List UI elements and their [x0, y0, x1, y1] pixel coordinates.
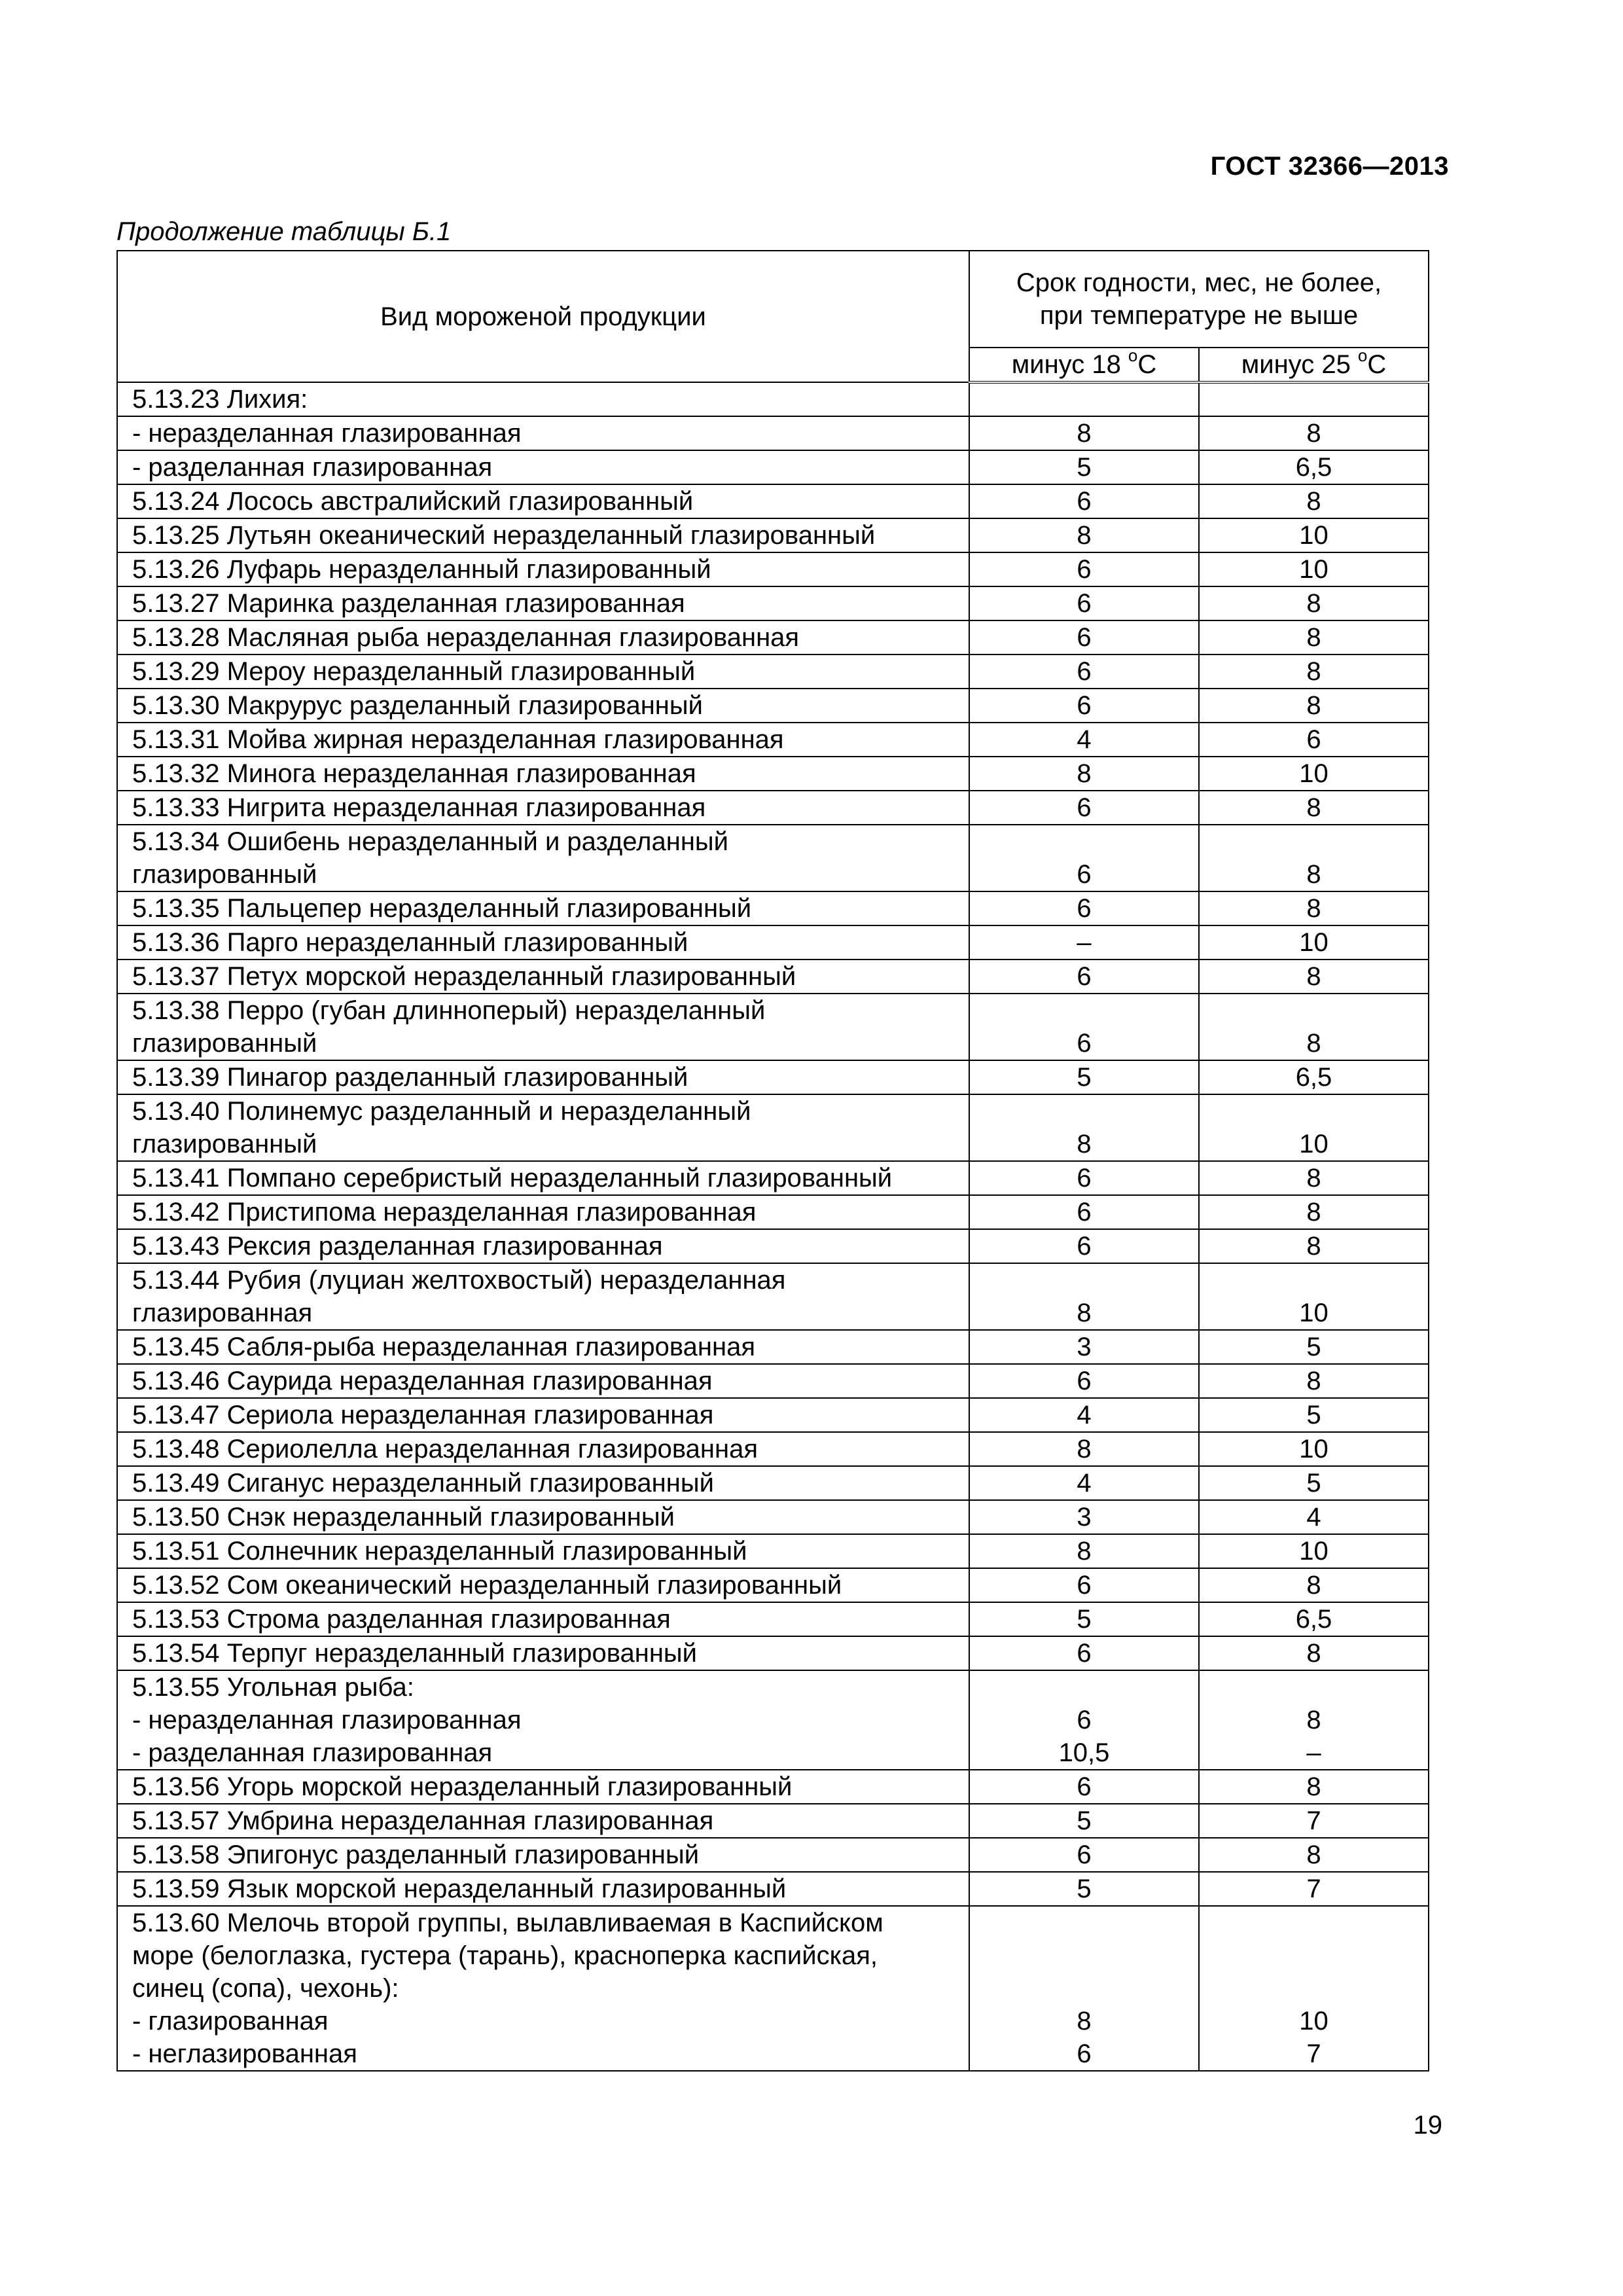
product-name-cell: 5.13.53 Строма разделанная глазированная	[117, 1602, 969, 1636]
shelf-life-minus-18-cell: 6	[969, 825, 1199, 891]
table-row	[117, 1770, 1429, 1804]
shelf-life-minus-18-cell: 6	[969, 1229, 1199, 1263]
table-row	[117, 1466, 1429, 1500]
table-row	[117, 1804, 1429, 1838]
product-name-cell: 5.13.49 Сиганус неразделанный глазированный	[117, 1466, 969, 1500]
shelf-life-minus-25-cell: 8	[1199, 1229, 1429, 1263]
table-row	[117, 1838, 1429, 1872]
table-row	[117, 1500, 1429, 1534]
product-name-cell: 5.13.56 Угорь морской неразделанный глазированный	[117, 1770, 969, 1804]
product-name-cell: 5.13.34 Ошибень неразделанный и разделанный глазированный	[117, 825, 969, 891]
shelf-life-table	[116, 250, 1429, 2072]
header-temp-minus-25	[1199, 345, 1429, 382]
table-row	[117, 450, 1429, 484]
shelf-life-minus-18-cell: 5	[969, 1804, 1199, 1838]
table-row	[117, 416, 1429, 450]
shelf-life-minus-25-cell: 10	[1199, 518, 1429, 552]
header-shelf-life	[969, 251, 1429, 348]
table-row	[117, 1161, 1429, 1195]
shelf-life-minus-18-cell: 6	[969, 484, 1199, 518]
shelf-life-minus-25-cell: 5	[1199, 1330, 1429, 1364]
table-row	[117, 689, 1429, 723]
table-row	[117, 1432, 1429, 1466]
document-code: ГОСТ 32366—2013	[1210, 152, 1449, 181]
product-name-cell: 5.13.42 Пристипома неразделанная глазированная	[117, 1195, 969, 1229]
shelf-life-minus-25-cell: 10	[1199, 757, 1429, 791]
table-row	[117, 1398, 1429, 1432]
shelf-life-minus-25-cell: 8	[1199, 586, 1429, 620]
table-row	[117, 1636, 1429, 1670]
table-row	[117, 1602, 1429, 1636]
shelf-life-minus-18-cell: 6	[969, 1195, 1199, 1229]
shelf-life-minus-25-cell: 8	[1199, 416, 1429, 450]
table-row	[117, 723, 1429, 757]
shelf-life-minus-25-cell: 8	[1199, 1770, 1429, 1804]
table-row	[117, 1568, 1429, 1602]
shelf-life-minus-18-cell: 6	[969, 552, 1199, 586]
shelf-life-minus-18-cell: 4	[969, 723, 1199, 757]
header-shelf-life-line1: Срок годности, мес, не более,	[1016, 268, 1382, 297]
shelf-life-minus-25-cell: 10	[1199, 1432, 1429, 1466]
shelf-life-minus-18-cell: 6	[969, 1364, 1199, 1398]
shelf-life-minus-18-cell: 8	[969, 518, 1199, 552]
shelf-life-minus-18-cell: 4	[969, 1466, 1199, 1500]
degree-mark: o	[1128, 345, 1138, 365]
product-name-cell: 5.13.50 Снэк неразделанный глазированный	[117, 1500, 969, 1534]
shelf-life-minus-25-cell: 8	[1199, 1364, 1429, 1398]
table-row	[117, 757, 1429, 791]
product-name-cell: 5.13.29 Мероу неразделанный глазированный	[117, 655, 969, 689]
table-row	[117, 1229, 1429, 1263]
product-name-cell: 5.13.35 Пальцепер неразделанный глазированный	[117, 891, 969, 925]
table-row	[117, 1872, 1429, 1906]
table-caption: Продолжение таблицы Б.1	[116, 217, 452, 246]
table-row	[117, 518, 1429, 552]
table-row	[117, 891, 1429, 925]
shelf-life-minus-25-cell: 10 7	[1199, 1906, 1429, 2071]
shelf-life-minus-18-cell: 8	[969, 1094, 1199, 1161]
product-name-cell: 5.13.47 Сериола неразделанная глазированная	[117, 1398, 969, 1432]
product-name-cell: 5.13.57 Умбрина неразделанная глазированная	[117, 1804, 969, 1838]
product-name-cell: 5.13.41 Помпано серебристый неразделанный глазированный	[117, 1161, 969, 1195]
shelf-life-minus-18-cell: 8	[969, 1432, 1199, 1466]
shelf-life-minus-25-cell: 8	[1199, 689, 1429, 723]
shelf-life-minus-25-cell: 8	[1199, 1568, 1429, 1602]
product-name-cell: 5.13.58 Эпигонус разделанный глазированный	[117, 1838, 969, 1872]
table-row	[117, 552, 1429, 586]
table-row	[117, 484, 1429, 518]
shelf-life-minus-25-cell: 5	[1199, 1398, 1429, 1432]
shelf-life-minus-18-cell: 5	[969, 1602, 1199, 1636]
product-name-cell: 5.13.48 Сериолелла неразделанная глазированная	[117, 1432, 969, 1466]
shelf-life-minus-18-cell: 4	[969, 1398, 1199, 1432]
shelf-life-minus-18-cell: 6	[969, 1770, 1199, 1804]
shelf-life-minus-18-cell: 6	[969, 891, 1199, 925]
shelf-life-minus-25-cell: 8	[1199, 891, 1429, 925]
product-name-cell: 5.13.31 Мойва жирная неразделанная глазированная	[117, 723, 969, 757]
product-name-cell: 5.13.26 Луфарь неразделанный глазированный	[117, 552, 969, 586]
shelf-life-minus-18-cell: 5	[969, 1060, 1199, 1094]
product-name-cell: 5.13.36 Парго неразделанный глазированный	[117, 925, 969, 960]
shelf-life-minus-18-cell	[969, 382, 1199, 416]
page-number: 19	[1413, 2111, 1442, 2140]
shelf-life-minus-18-cell: 8	[969, 757, 1199, 791]
shelf-life-minus-18-cell: 6	[969, 960, 1199, 994]
table-row	[117, 1534, 1429, 1568]
product-name-cell: 5.13.59 Язык морской неразделанный глазированный	[117, 1872, 969, 1906]
table-row	[117, 1195, 1429, 1229]
shelf-life-minus-25-cell: 8	[1199, 1838, 1429, 1872]
shelf-life-minus-25-cell: 8	[1199, 484, 1429, 518]
shelf-life-minus-18-cell: 8 6	[969, 1906, 1199, 2071]
product-name-cell: 5.13.30 Макрурус разделанный глазированный	[117, 689, 969, 723]
table-row	[117, 791, 1429, 825]
header-temp-minus-25-prefix: минус 25	[1241, 350, 1358, 379]
product-name-cell: 5.13.52 Сом океанический неразделанный глазированный	[117, 1568, 969, 1602]
header-temp-minus-18-prefix: минус 18	[1011, 350, 1128, 379]
product-name-cell: 5.13.24 Лосось австралийский глазированный	[117, 484, 969, 518]
product-name-cell: - разделанная глазированная	[117, 450, 969, 484]
shelf-life-minus-18-cell: 5	[969, 1872, 1199, 1906]
shelf-life-minus-25-cell: 6,5	[1199, 1060, 1429, 1094]
product-name-cell: 5.13.38 Перро (губан длинноперый) неразделанный глазированный	[117, 994, 969, 1060]
header-shelf-life-line2: при температуре не выше	[1039, 301, 1359, 330]
table-row	[117, 620, 1429, 655]
table-row	[117, 825, 1429, 891]
table-row	[117, 1263, 1429, 1330]
shelf-life-minus-18-cell: 6	[969, 620, 1199, 655]
table-row	[117, 1364, 1429, 1398]
shelf-life-minus-18-cell: 6 10,5	[969, 1670, 1199, 1770]
product-name-cell: 5.13.32 Минога неразделанная глазированная	[117, 757, 969, 791]
shelf-life-minus-18-cell: 6	[969, 1568, 1199, 1602]
table-row	[117, 994, 1429, 1060]
shelf-life-minus-18-cell: –	[969, 925, 1199, 960]
shelf-life-minus-18-cell: 6	[969, 1161, 1199, 1195]
shelf-life-minus-25-cell: 5	[1199, 1466, 1429, 1500]
product-name-cell: 5.13.54 Терпуг неразделанный глазированный	[117, 1636, 969, 1670]
shelf-life-minus-18-cell: 6	[969, 994, 1199, 1060]
shelf-life-minus-18-cell: 6	[969, 655, 1199, 689]
header-temp-minus-18-unit: С	[1137, 350, 1157, 379]
shelf-life-minus-18-cell: 8	[969, 1534, 1199, 1568]
shelf-life-minus-25-cell: 7	[1199, 1872, 1429, 1906]
table-row	[117, 1906, 1429, 2071]
shelf-life-minus-25-cell: 10	[1199, 1534, 1429, 1568]
product-name-cell: 5.13.44 Рубия (луциан желтохвостый) неразделанная глазированная	[117, 1263, 969, 1330]
table-row	[117, 586, 1429, 620]
shelf-life-minus-18-cell: 6	[969, 586, 1199, 620]
table-row	[117, 382, 1429, 416]
table-row	[117, 1330, 1429, 1364]
shelf-life-minus-25-cell: 8 –	[1199, 1670, 1429, 1770]
table-row	[117, 1670, 1429, 1770]
table-row	[117, 1094, 1429, 1161]
shelf-life-minus-18-cell: 6	[969, 1838, 1199, 1872]
product-name-cell: 5.13.28 Масляная рыба неразделанная глазированная	[117, 620, 969, 655]
shelf-life-minus-25-cell: 4	[1199, 1500, 1429, 1534]
shelf-life-minus-25-cell: 8	[1199, 1636, 1429, 1670]
product-name-cell: 5.13.40 Полинемус разделанный и неразделанный глазированный	[117, 1094, 969, 1161]
product-name-cell: - неразделанная глазированная	[117, 416, 969, 450]
shelf-life-minus-25-cell: 8	[1199, 1161, 1429, 1195]
product-name-cell: 5.13.60 Мелочь второй группы, вылавливаемая в Каспийском море (белоглазка, густера (тарань), красноперка каспийская, синец (сопа), чехонь): - глазированная - неглазированная	[117, 1906, 969, 2071]
shelf-life-minus-18-cell: 5	[969, 450, 1199, 484]
header-product-type: Вид мороженой продукции	[117, 251, 969, 382]
shelf-life-minus-25-cell: 6,5	[1199, 1602, 1429, 1636]
product-name-cell: 5.13.27 Маринка разделанная глазированная	[117, 586, 969, 620]
shelf-life-minus-25-cell: 10	[1199, 552, 1429, 586]
table-row	[117, 925, 1429, 960]
shelf-life-minus-25-cell: 8	[1199, 825, 1429, 891]
product-name-cell: 5.13.45 Сабля-рыба неразделанная глазированная	[117, 1330, 969, 1364]
shelf-life-minus-25-cell: 8	[1199, 620, 1429, 655]
table-row	[117, 1060, 1429, 1094]
table-body	[117, 382, 1429, 2071]
shelf-life-minus-25-cell	[1199, 382, 1429, 416]
shelf-life-minus-25-cell: 10	[1199, 1094, 1429, 1161]
shelf-life-minus-18-cell: 6	[969, 689, 1199, 723]
shelf-life-minus-25-cell: 8	[1199, 960, 1429, 994]
shelf-life-minus-25-cell: 8	[1199, 1195, 1429, 1229]
header-temp-minus-25-unit: С	[1367, 350, 1387, 379]
shelf-life-minus-18-cell: 6	[969, 1636, 1199, 1670]
shelf-life-minus-25-cell: 10	[1199, 1263, 1429, 1330]
shelf-life-minus-25-cell: 8	[1199, 655, 1429, 689]
shelf-life-minus-25-cell: 6	[1199, 723, 1429, 757]
product-name-cell: 5.13.55 Угольная рыба: - неразделанная глазированная - разделанная глазированная	[117, 1670, 969, 1770]
product-name-cell: 5.13.25 Лутьян океанический неразделанный глазированный	[117, 518, 969, 552]
shelf-life-minus-25-cell: 8	[1199, 791, 1429, 825]
shelf-life-minus-18-cell: 3	[969, 1500, 1199, 1534]
product-name-cell: 5.13.43 Рексия разделанная глазированная	[117, 1229, 969, 1263]
product-name-cell: 5.13.33 Нигрита неразделанная глазированная	[117, 791, 969, 825]
product-name-cell: 5.13.46 Саурида неразделанная глазированная	[117, 1364, 969, 1398]
shelf-life-minus-25-cell: 7	[1199, 1804, 1429, 1838]
shelf-life-minus-18-cell: 8	[969, 416, 1199, 450]
shelf-life-minus-25-cell: 6,5	[1199, 450, 1429, 484]
shelf-life-minus-18-cell: 8	[969, 1263, 1199, 1330]
shelf-life-minus-18-cell: 3	[969, 1330, 1199, 1364]
table-row	[117, 960, 1429, 994]
degree-mark: o	[1357, 345, 1368, 365]
shelf-life-minus-25-cell: 10	[1199, 925, 1429, 960]
table-row	[117, 655, 1429, 689]
product-name-cell: 5.13.39 Пинагор разделанный глазированный	[117, 1060, 969, 1094]
product-name-cell: 5.13.51 Солнечник неразделанный глазированный	[117, 1534, 969, 1568]
shelf-life-minus-18-cell: 6	[969, 791, 1199, 825]
product-name-cell: 5.13.23 Лихия:	[117, 382, 969, 416]
header-temp-minus-18	[969, 345, 1199, 382]
product-name-cell: 5.13.37 Петух морской неразделанный глазированный	[117, 960, 969, 994]
shelf-life-minus-25-cell: 8	[1199, 994, 1429, 1060]
